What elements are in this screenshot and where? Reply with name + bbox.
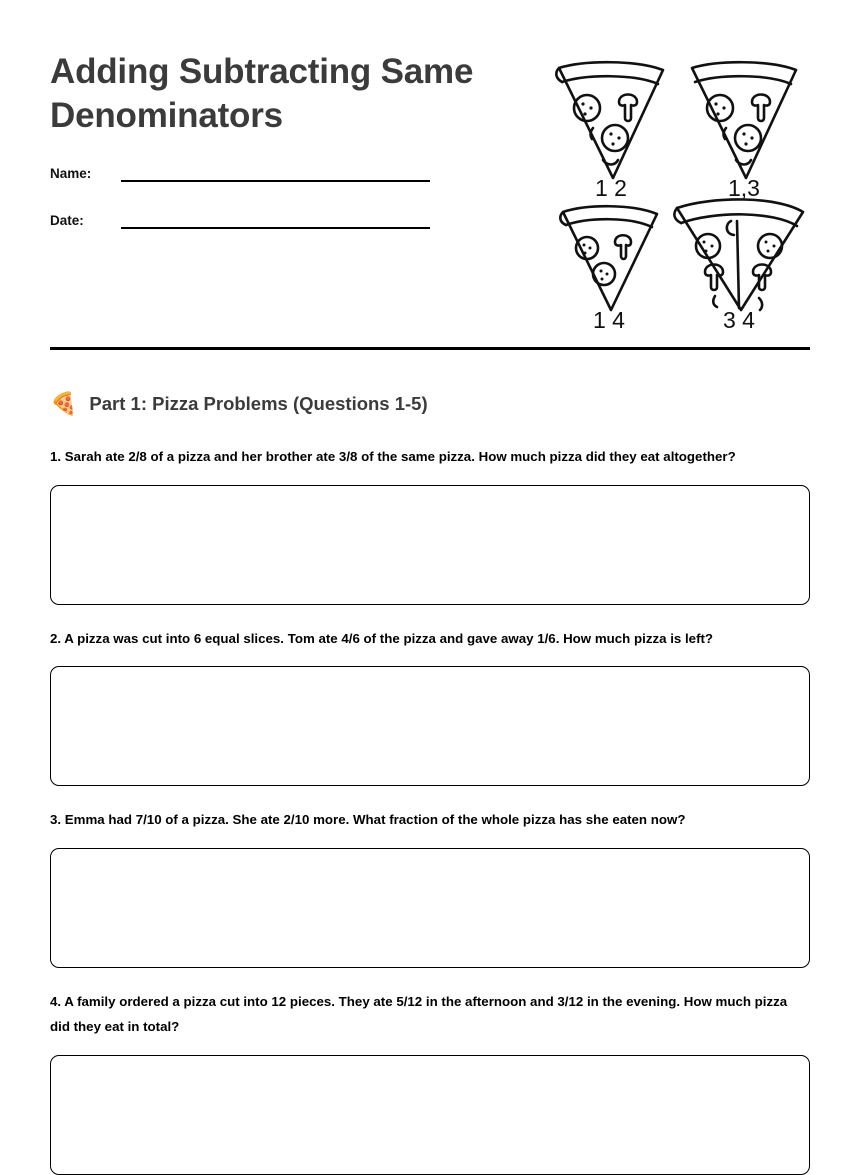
name-input-line[interactable] [121,166,430,182]
name-field-row [50,166,430,182]
pizza-slice-3-label: 1 4 [593,307,625,333]
question-block-1 [50,444,810,605]
header-divider [50,347,810,350]
pizza-slice-2 [692,62,796,178]
questions-list [50,444,810,1175]
section-header [50,390,428,418]
question-text-3: 3. Emma had 7/10 of a pizza. She ate 2/10 more. What fraction of the whole pizza has she eaten now? [50,812,686,827]
answer-box-1[interactable] [50,485,810,605]
page-title: Adding Subtracting Same Denominators [50,52,474,135]
date-field-row [50,213,430,229]
section-title: Part 1: Pizza Problems (Questions 1-5) [89,393,428,414]
pizza-slice-2-label: 1,3 [728,175,760,201]
question-block-3 [50,807,810,968]
question-block-4 [50,989,810,1175]
date-input-line[interactable] [121,213,430,229]
pizza-icon: 🍕 [50,391,78,416]
question-text-2: 2. A pizza was cut into 6 equal slices. Tom ate 4/6 of the pizza and gave away 1/6. How much pizza is left? [50,630,714,646]
answer-box-3[interactable] [50,848,810,968]
answer-box-4[interactable] [50,1055,810,1175]
answer-box-2[interactable] [50,666,810,786]
question-block-2 [50,626,810,787]
pizza-slice-4-label: 3 4 [723,307,755,333]
worksheet-header [50,50,810,333]
date-label: Date: [50,213,84,228]
pizza-slice-4 [674,199,803,310]
pizza-slices-illustration [545,56,810,336]
pizza-slice-1-label: 1 2 [595,175,627,201]
pizza-slice-3 [560,206,657,310]
name-label: Name: [50,166,92,181]
pizza-slice-1 [556,62,663,178]
question-text-1: 1. Sarah ate 2/8 of a pizza and her brother ate 3/8 of the same pizza. How much pizza did they eat altogether? [50,449,736,464]
question-text-4: 4. A family ordered a pizza cut into 12 pieces. They ate 5/12 in the afternoon and 3/12 in the evening. How much pizza did they eat in total? [50,993,788,1034]
